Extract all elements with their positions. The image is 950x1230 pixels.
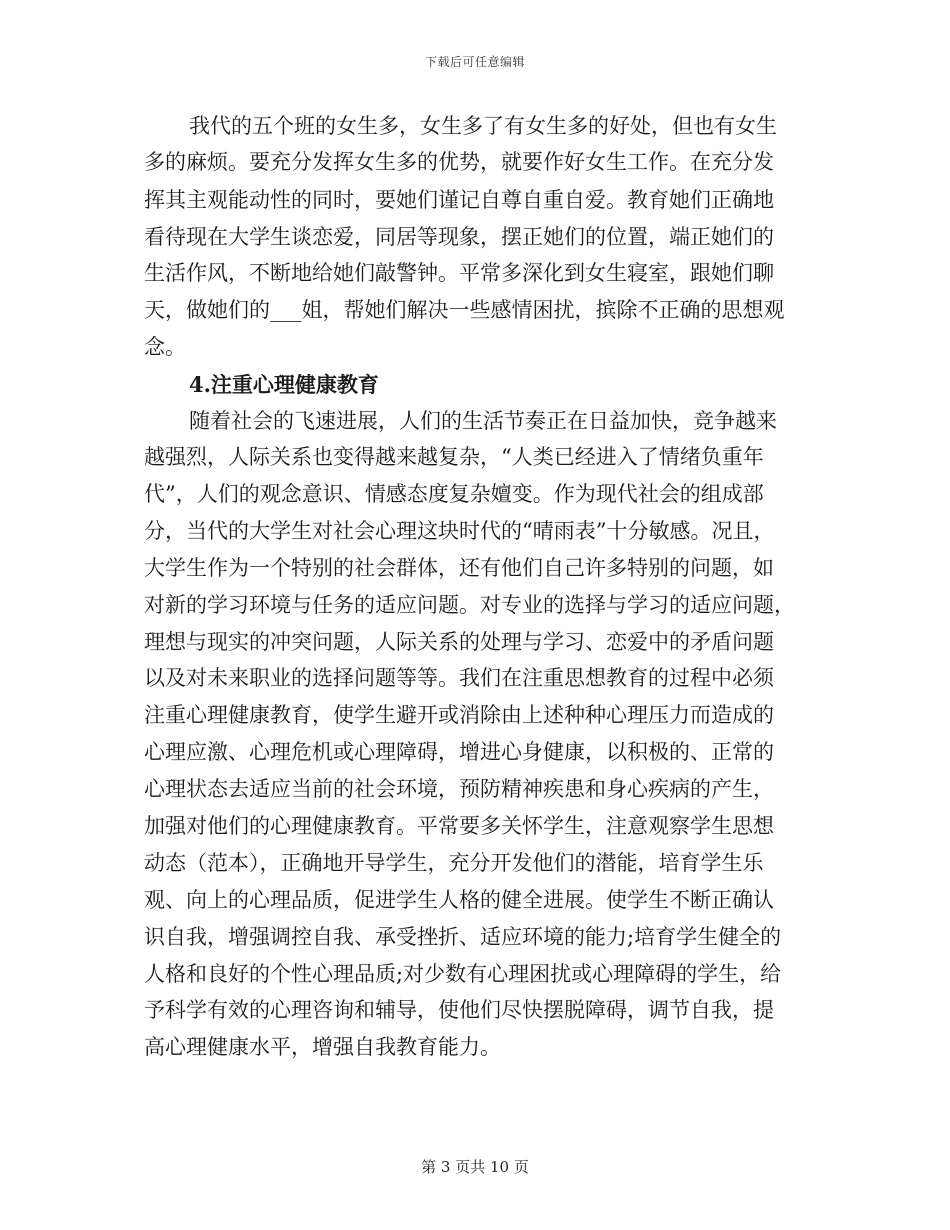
paragraph-line: 随着社会的飞速进展，人们的生活节奏正在日益加快，竞争越来 bbox=[189, 409, 777, 433]
paragraph-line: 多的麻烦。要充分发挥女生多的优势，就要作好女生工作。在充分发 bbox=[144, 150, 774, 174]
paragraph-line: 加强对他们的心理健康教育。平常要多关怀学生，注意观察学生思想 bbox=[144, 814, 774, 838]
page-footer: 第 3 页共 10 页 bbox=[421, 1158, 529, 1176]
paragraph-line: 予科学有效的心理咨询和辅导，使他们尽快摆脱障碍，调节自我，提 bbox=[144, 998, 774, 1022]
paragraph-line: 念。 bbox=[144, 335, 186, 359]
paragraph-line: 大学生作为一个特别的社会群体，还有他们自己许多特别的问题，如 bbox=[144, 556, 774, 580]
paragraph-line: 对新的学习环境与任务的适应问题。对专业的选择与学习的适应问题， bbox=[144, 593, 795, 617]
section-heading: 4.注重心理健康教育 bbox=[189, 372, 379, 397]
paragraph-line: 越强烈，人际关系也变得越来越复杂，“人类已经进入了情绪负重年 bbox=[144, 445, 764, 469]
paragraph-line: 识自我，增强调控自我、承受挫折、适应环境的能力;培育学生健全的 bbox=[144, 925, 782, 949]
paragraph-line: 高心理健康水平，增强自我教育能力。 bbox=[144, 1035, 501, 1059]
paragraph-line: 人格和良好的个性心理品质;对少数有心理困扰或心理障碍的学生，给 bbox=[144, 962, 782, 986]
paragraph-line: 天，做她们的___姐，帮她们解决一些感情困扰，摈除不正确的思想观 bbox=[144, 298, 785, 322]
paragraph-line: 以及对未来职业的选择问题等等。我们在注重思想教育的过程中必须 bbox=[144, 666, 774, 690]
paragraph-line: 挥其主观能动性的同时，要她们谨记自尊自重自爱。教育她们正确地 bbox=[144, 188, 774, 212]
paragraph-line: 代”，人们的观念意识、情感态度复杂嬗变。作为现代社会的组成部 bbox=[144, 482, 764, 506]
paragraph-line: 动态（范本），正确地开导学生，充分开发他们的潜能，培育学生乐 bbox=[144, 851, 764, 875]
paragraph-line: 分，当代的大学生对社会心理这块时代的“晴雨表”十分敏感。况且， bbox=[144, 519, 775, 543]
paragraph-line: 我代的五个班的女生多，女生多了有女生多的好处，但也有女生 bbox=[189, 114, 777, 138]
page-header: 下载后可任意编辑 bbox=[424, 55, 525, 69]
paragraph-line: 生活作风，不断地给她们敲警钟。平常多深化到女生寝室，跟她们聊 bbox=[144, 261, 774, 285]
paragraph-line: 观、向上的心理品质，促进学生人格的健全进展。使学生不断正确认 bbox=[144, 888, 774, 912]
paragraph-line: 看待现在大学生谈恋爱，同居等现象，摆正她们的位置，端正她们的 bbox=[144, 225, 774, 249]
paragraph-line: 心理状态去适应当前的社会环境，预防精神疾患和身心疾病的产生， bbox=[144, 777, 774, 801]
paragraph-line: 注重心理健康教育，使学生避开或消除由上述种种心理压力而造成的 bbox=[144, 703, 774, 727]
paragraph-line: 理想与现实的冲突问题，人际关系的处理与学习、恋爱中的矛盾问题 bbox=[144, 630, 774, 654]
paragraph-line: 心理应激、心理危机或心理障碍，增进心身健康，以积极的、正常的 bbox=[144, 740, 774, 764]
